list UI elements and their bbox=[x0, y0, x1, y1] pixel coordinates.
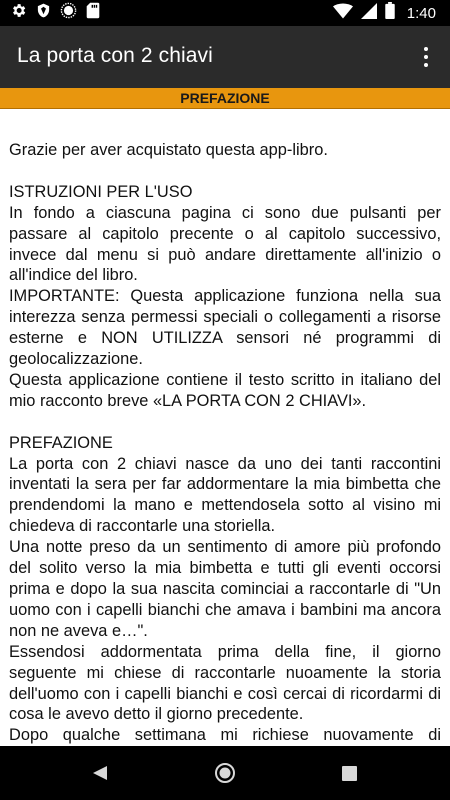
paragraph-gap bbox=[9, 412, 441, 433]
book-text[interactable] bbox=[9, 140, 441, 746]
status-right-icons bbox=[333, 4, 436, 22]
status-left-icons bbox=[10, 4, 100, 22]
home-circle-icon[interactable] bbox=[195, 746, 255, 800]
battery-icon bbox=[385, 2, 395, 24]
sync-circle-icon bbox=[60, 2, 77, 24]
more-vert-icon[interactable] bbox=[414, 44, 438, 70]
text-paragraph: Dopo qualche settimana mi richiese nuovamente di bbox=[9, 726, 441, 745]
text-paragraph: Questa applicazione contiene il testo scritto in italiano del mio racconto breve «LA PORTA CON 2 CHIAVI». bbox=[9, 370, 441, 410]
status-bar bbox=[0, 0, 450, 26]
text-paragraph: La porta con 2 chiavi nasce da uno dei tanti raccontini inventati la sera per far addormentare la mia bimbetta che prendendomi la mano e mettendosela sotto al visino mi chiedeva di raccontarle una storiella. bbox=[9, 454, 441, 536]
recents-square-icon[interactable] bbox=[319, 746, 379, 800]
text-paragraph: In fondo a ciascuna pagina ci sono due pulsanti per passare al capitolo precente o al capitolo successivo, invece dal menu si può andare direttamente all'inizio o all'indice del libro. bbox=[9, 203, 441, 285]
clock-time: 1:40 bbox=[406, 4, 436, 22]
app-toolbar bbox=[0, 26, 450, 88]
navigation-bar bbox=[0, 746, 450, 800]
text-paragraph: Essendosi addormentata prima della fine, il giorno seguente mi chiese di raccontarle nuoamente la storia dell'uomo con i capelli bianchi e così cercai di ricordarmi di cosa le avevo detto il giorno precedente. bbox=[9, 642, 441, 724]
cell-signal-icon bbox=[361, 3, 377, 24]
shield-icon bbox=[36, 2, 51, 24]
text-paragraph: IMPORTANTE: Questa applicazione funziona nella sua interezza senza permessi speciali o collegamenti a risorse esterne e NON UTILIZZA sensori né programmi di geolocalizzazione. bbox=[9, 287, 441, 369]
sd-card-icon bbox=[86, 2, 100, 24]
app-title: La porta con 2 chiavi bbox=[17, 44, 213, 67]
chapter-banner: PREFAZIONE bbox=[0, 88, 450, 109]
text-paragraph: Grazie per aver acquistato questa app-libro. bbox=[9, 141, 328, 159]
section-heading: ISTRUZIONI PER L'USO bbox=[9, 182, 193, 201]
paragraph-gap bbox=[9, 161, 441, 182]
gear-icon bbox=[10, 2, 27, 24]
wifi-icon bbox=[333, 3, 353, 24]
text-paragraph: Una notte preso da un sentimento di amore più profondo del solito verso la mia bimbetta e tutti gli eventi occorsi prima e dopo la sua nascita cominciai a raccontarle di "Un uomo con i capelli bianchi che amava i bambini ma ancora non ne aveva e…". bbox=[9, 538, 441, 640]
section-heading: PREFAZIONE bbox=[9, 433, 113, 452]
back-triangle-icon[interactable] bbox=[70, 746, 130, 800]
